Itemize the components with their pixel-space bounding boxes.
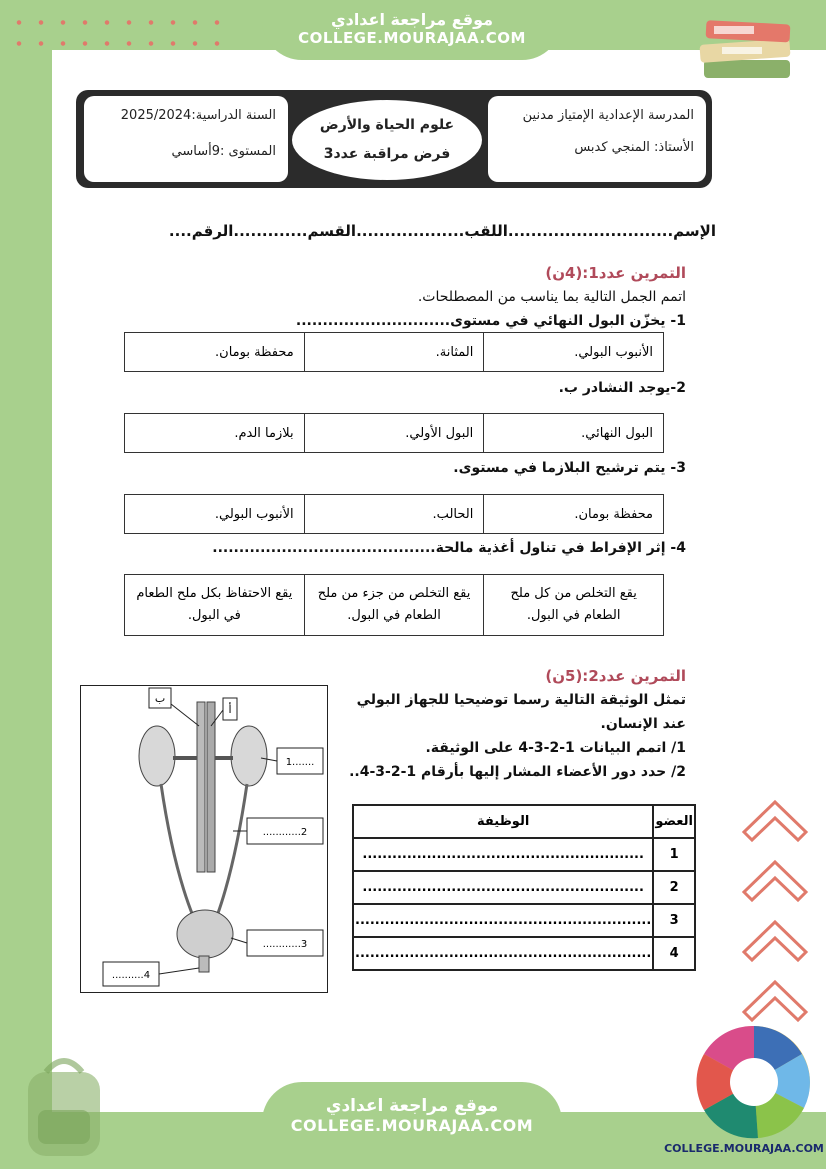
table-row [353, 838, 695, 871]
question-2-options [124, 413, 664, 453]
school-year: السنة الدراسية:2025/2024 [120, 108, 276, 123]
test-title: فرض مراقبة عدد3 [323, 146, 451, 162]
question-1: 1- يخزّن البول النهائي في مستوى............................. [295, 313, 686, 329]
question-4-options [124, 574, 664, 636]
label-3: ............3 [262, 939, 308, 950]
question-3: 3- يتم ترشيح البلازما في مستوى. [453, 460, 686, 476]
school-box [488, 96, 706, 182]
option[interactable]: محفظة بومان. [125, 333, 305, 372]
student-info-line: الإسم.............................اللقب...................القسم.............الرقم.... [168, 222, 716, 240]
site-name: موقع مراجعة اعدادي [330, 10, 494, 29]
label-b: ب [154, 692, 166, 705]
site-name-footer: موقع مراجعة اعدادي [325, 1096, 499, 1116]
row-function[interactable]: ............................................................ [353, 904, 653, 937]
teacher-name: الأستاذ: المنجي كدبس [574, 140, 694, 155]
option[interactable]: بلازما الدم. [125, 414, 305, 453]
option[interactable]: البول النهائي. [484, 414, 664, 453]
option[interactable]: الأنبوب البولي. [484, 333, 664, 372]
row-function[interactable]: ......................................................... [353, 871, 653, 904]
table-row [353, 937, 695, 970]
col-function: الوظيفة [353, 805, 653, 838]
site-url[interactable]: COLLEGE.MOURAJAA.COM [298, 29, 526, 47]
row-function[interactable]: ............................................................ [353, 937, 653, 970]
row-number: 1 [653, 838, 695, 871]
option[interactable]: يقع التخلص من كل ملح الطعام في البول. [484, 575, 664, 636]
education-wheel-logo [694, 1022, 814, 1142]
exercise2-intro-1: تمثل الوثيقة التالية رسما توضيحيا للجهاز البولي [356, 692, 686, 708]
top-site-banner[interactable] [262, 0, 562, 60]
books-icon [692, 14, 802, 86]
label-2: ............2 [262, 827, 308, 838]
question-3-options [124, 494, 664, 534]
chevron-up-icon [740, 790, 810, 1030]
col-organ: العضو [653, 805, 695, 838]
row-number: 2 [653, 871, 695, 904]
urinary-system-diagram [80, 685, 328, 993]
exercise2-intro-2: عند الإنسان. [600, 716, 686, 732]
row-function[interactable]: ......................................................... [353, 838, 653, 871]
option[interactable]: الأنبوب البولي. [125, 495, 305, 534]
logo-text: COLLEGE.MOURAJAA.COM [664, 1142, 824, 1155]
table-row [353, 904, 695, 937]
question-4: 4- إثر الإفراط في تناول أغذية مالحة.......................................... [212, 540, 686, 556]
subject-box [292, 100, 482, 180]
question-2: 2-يوجد النشادر ب. [558, 380, 686, 396]
urinary-system-illustration [81, 686, 327, 992]
label-a: أ [228, 703, 232, 716]
option[interactable]: الحالب. [304, 495, 484, 534]
backpack-icon [14, 1050, 114, 1160]
option[interactable]: المثانة. [304, 333, 484, 372]
subject-title: علوم الحياة والأرض [319, 117, 455, 133]
exercise2-title: التمرين عدد2:(5ن) [545, 667, 686, 685]
question-1-options [124, 332, 664, 372]
option[interactable]: يقع التخلص من جزء من ملح الطعام في البول. [304, 575, 484, 636]
year-box [84, 96, 288, 182]
label-1: 1....... [285, 757, 315, 768]
exercise2-q1: 1/ اتمم البيانات 1-2-3-4 على الوثيقة. [425, 740, 686, 756]
exercise1-title: التمرين عدد1:(4ن) [545, 264, 686, 282]
exercise1-instruction: اتمم الجمل التالية بما يناسب من المصطلحات. [417, 289, 686, 305]
decorative-dots [8, 12, 228, 54]
function-table [352, 804, 696, 971]
level: المستوى :9أساسي [171, 144, 276, 159]
site-url-footer[interactable]: COLLEGE.MOURAJAA.COM [290, 1116, 534, 1135]
exercise2-q2: 2/ حدد دور الأعضاء المشار إليها بأرقام 1-2-3-4.. [349, 764, 686, 780]
option[interactable]: محفظة بومان. [484, 495, 664, 534]
option[interactable]: البول الأولي. [304, 414, 484, 453]
bottom-site-banner[interactable] [262, 1082, 562, 1169]
label-4: ..........4 [111, 970, 151, 981]
row-number: 3 [653, 904, 695, 937]
option[interactable]: يقع الاحتفاظ بكل ملح الطعام في البول. [125, 575, 305, 636]
table-row [353, 871, 695, 904]
row-number: 4 [653, 937, 695, 970]
school-name: المدرسة الإعدادية الإمتياز مدنين [522, 108, 694, 123]
